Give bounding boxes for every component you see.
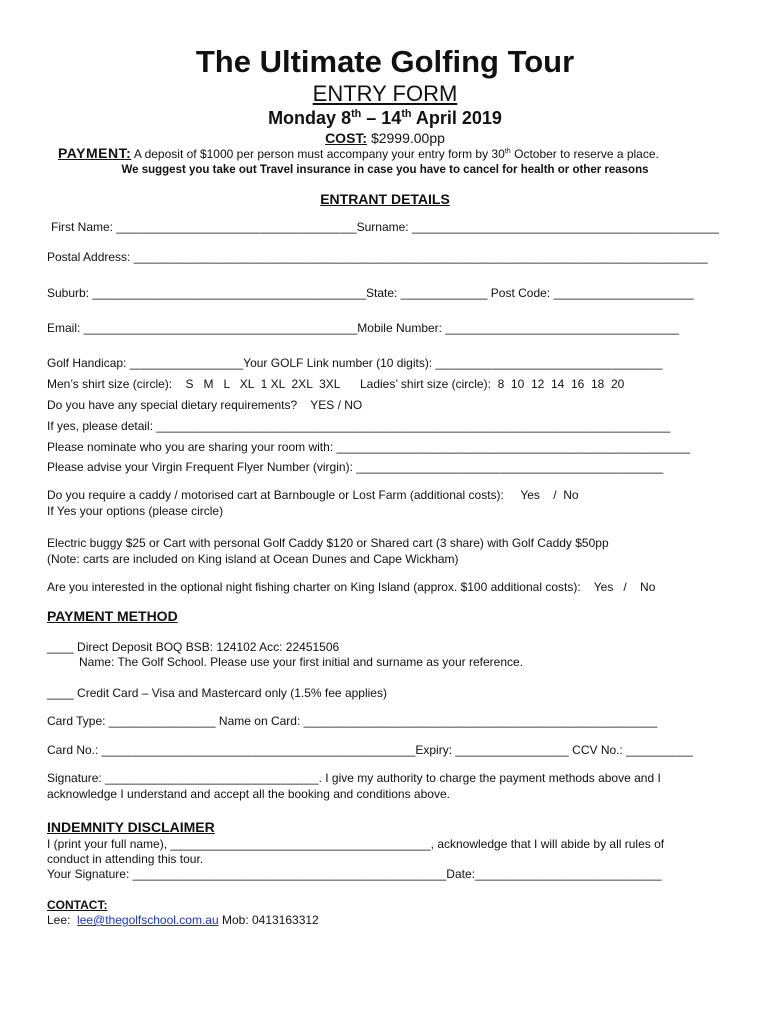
entrant-details-heading: ENTRANT DETAILS xyxy=(320,191,450,207)
postal-address-field[interactable]: Postal Address: ______________________________________________________________________________________ xyxy=(47,250,708,264)
date-month: April 2019 xyxy=(411,108,502,128)
carts-note: (Note: carts are included on King island at Ocean Dunes and Cape Wickham) xyxy=(47,552,459,566)
payment-method-heading: PAYMENT METHOD xyxy=(47,608,178,624)
payment-label: PAYMENT: xyxy=(58,145,132,161)
payment-date-suffix: th xyxy=(504,146,511,155)
cost-label: COST: xyxy=(325,130,368,146)
direct-deposit-option[interactable]: ____ Direct Deposit BOQ BSB: 124102 Acc: 22451506 xyxy=(47,640,340,654)
payment-text: A deposit of $1000 per person must accompany your entry form by 30 xyxy=(131,147,505,161)
date-end: – 14 xyxy=(361,108,402,128)
indemnity-heading: INDEMNITY DISCLAIMER xyxy=(47,819,215,835)
payment-notice xyxy=(58,146,659,161)
email-mobile-fields[interactable]: Email: _________________________________________Mobile Number: ___________________________________ xyxy=(47,321,679,335)
payment-signature-field[interactable]: Signature: ________________________________. I give my authority to charge the payment methods above and I xyxy=(47,771,661,785)
date-start-suffix: th xyxy=(351,108,362,120)
contact-name: Lee: xyxy=(47,913,78,927)
form-title: The Ultimate Golfing Tour xyxy=(195,44,575,79)
contact-email-link[interactable]: lee@thegolfschool.com.au xyxy=(77,913,219,927)
indemnity-name-field[interactable]: I (print your full name), _______________________________________, acknowledge that I will abide by all rules of xyxy=(47,837,665,851)
cost-value: $2999.00pp xyxy=(367,130,445,146)
frequent-flyer-field[interactable]: Please advise your Virgin Frequent Flyer Number (virgin): ______________________________________________ xyxy=(47,460,664,474)
contact-heading: CONTACT: xyxy=(47,898,108,912)
indemnity-conduct-text: conduct in attending this tour. xyxy=(47,852,204,866)
date-end-suffix: th xyxy=(401,108,412,120)
payment-text-end: October to reserve a place. xyxy=(510,147,659,161)
indemnity-signature-date-fields[interactable]: Your Signature: _______________________________________________Date:____________________________ xyxy=(47,867,662,881)
handicap-golflink-fields[interactable]: Golf Handicap: _________________Your GOLF Link number (10 digits): __________________________________ xyxy=(47,356,663,370)
direct-deposit-name: Name: The Golf School. Please use your first initial and surname as your reference. xyxy=(79,655,523,669)
room-share-field[interactable]: Please nominate who you are sharing your room with: _____________________________________________________ xyxy=(47,440,691,454)
payment-acknowledgement: acknowledge I understand and accept all the booking and conditions above. xyxy=(47,787,450,801)
contact-line xyxy=(47,913,319,927)
tour-dates xyxy=(0,107,770,129)
contact-mobile: Mob: 0413163312 xyxy=(218,913,319,927)
form-subtitle: ENTRY FORM xyxy=(312,81,458,106)
card-type-name-fields[interactable]: Card Type: ________________ Name on Card: _____________________________________________________ xyxy=(47,714,658,728)
shirt-size-options[interactable]: Men’s shirt size (circle): S M L XL 1 XL 2XL 3XL Ladies’ shirt size (circle): 8 10 12 14 16 18 20 xyxy=(47,377,625,391)
date-start: Monday 8 xyxy=(268,108,352,128)
fishing-charter-question[interactable]: Are you interested in the optional night fishing charter on King Island (approx. $100 additional costs): Yes / No xyxy=(47,580,656,594)
buggy-options[interactable]: Electric buggy $25 or Cart with personal Golf Caddy $120 or Shared cart (3 share) with Golf Caddy $50pp xyxy=(47,536,609,550)
suburb-state-postcode-fields[interactable]: Suburb: _________________________________________State: _____________ Post Code: _____________________ xyxy=(47,286,694,300)
dietary-question[interactable]: Do you have any special dietary requirements? YES / NO xyxy=(47,398,363,412)
name-fields[interactable]: First Name: ____________________________________Surname: ______________________________________________ xyxy=(51,220,719,234)
caddy-question[interactable]: Do you require a caddy / motorised cart at Barnbougle or Lost Farm (additional costs): Yes / No xyxy=(47,488,579,502)
dietary-detail-field[interactable]: If yes, please detail: _____________________________________________________________________________ xyxy=(47,419,671,433)
credit-card-option[interactable]: ____ Credit Card – Visa and Mastercard only (1.5% fee applies) xyxy=(47,686,387,700)
card-number-expiry-ccv-fields[interactable]: Card No.: _______________________________________________Expiry: _________________ CCV No.: __________ xyxy=(47,743,693,757)
caddy-options-label: If Yes your options (please circle) xyxy=(47,504,224,518)
insurance-suggestion: We suggest you take out Travel insurance in case you have to cancel for health or other reasons xyxy=(121,164,649,176)
